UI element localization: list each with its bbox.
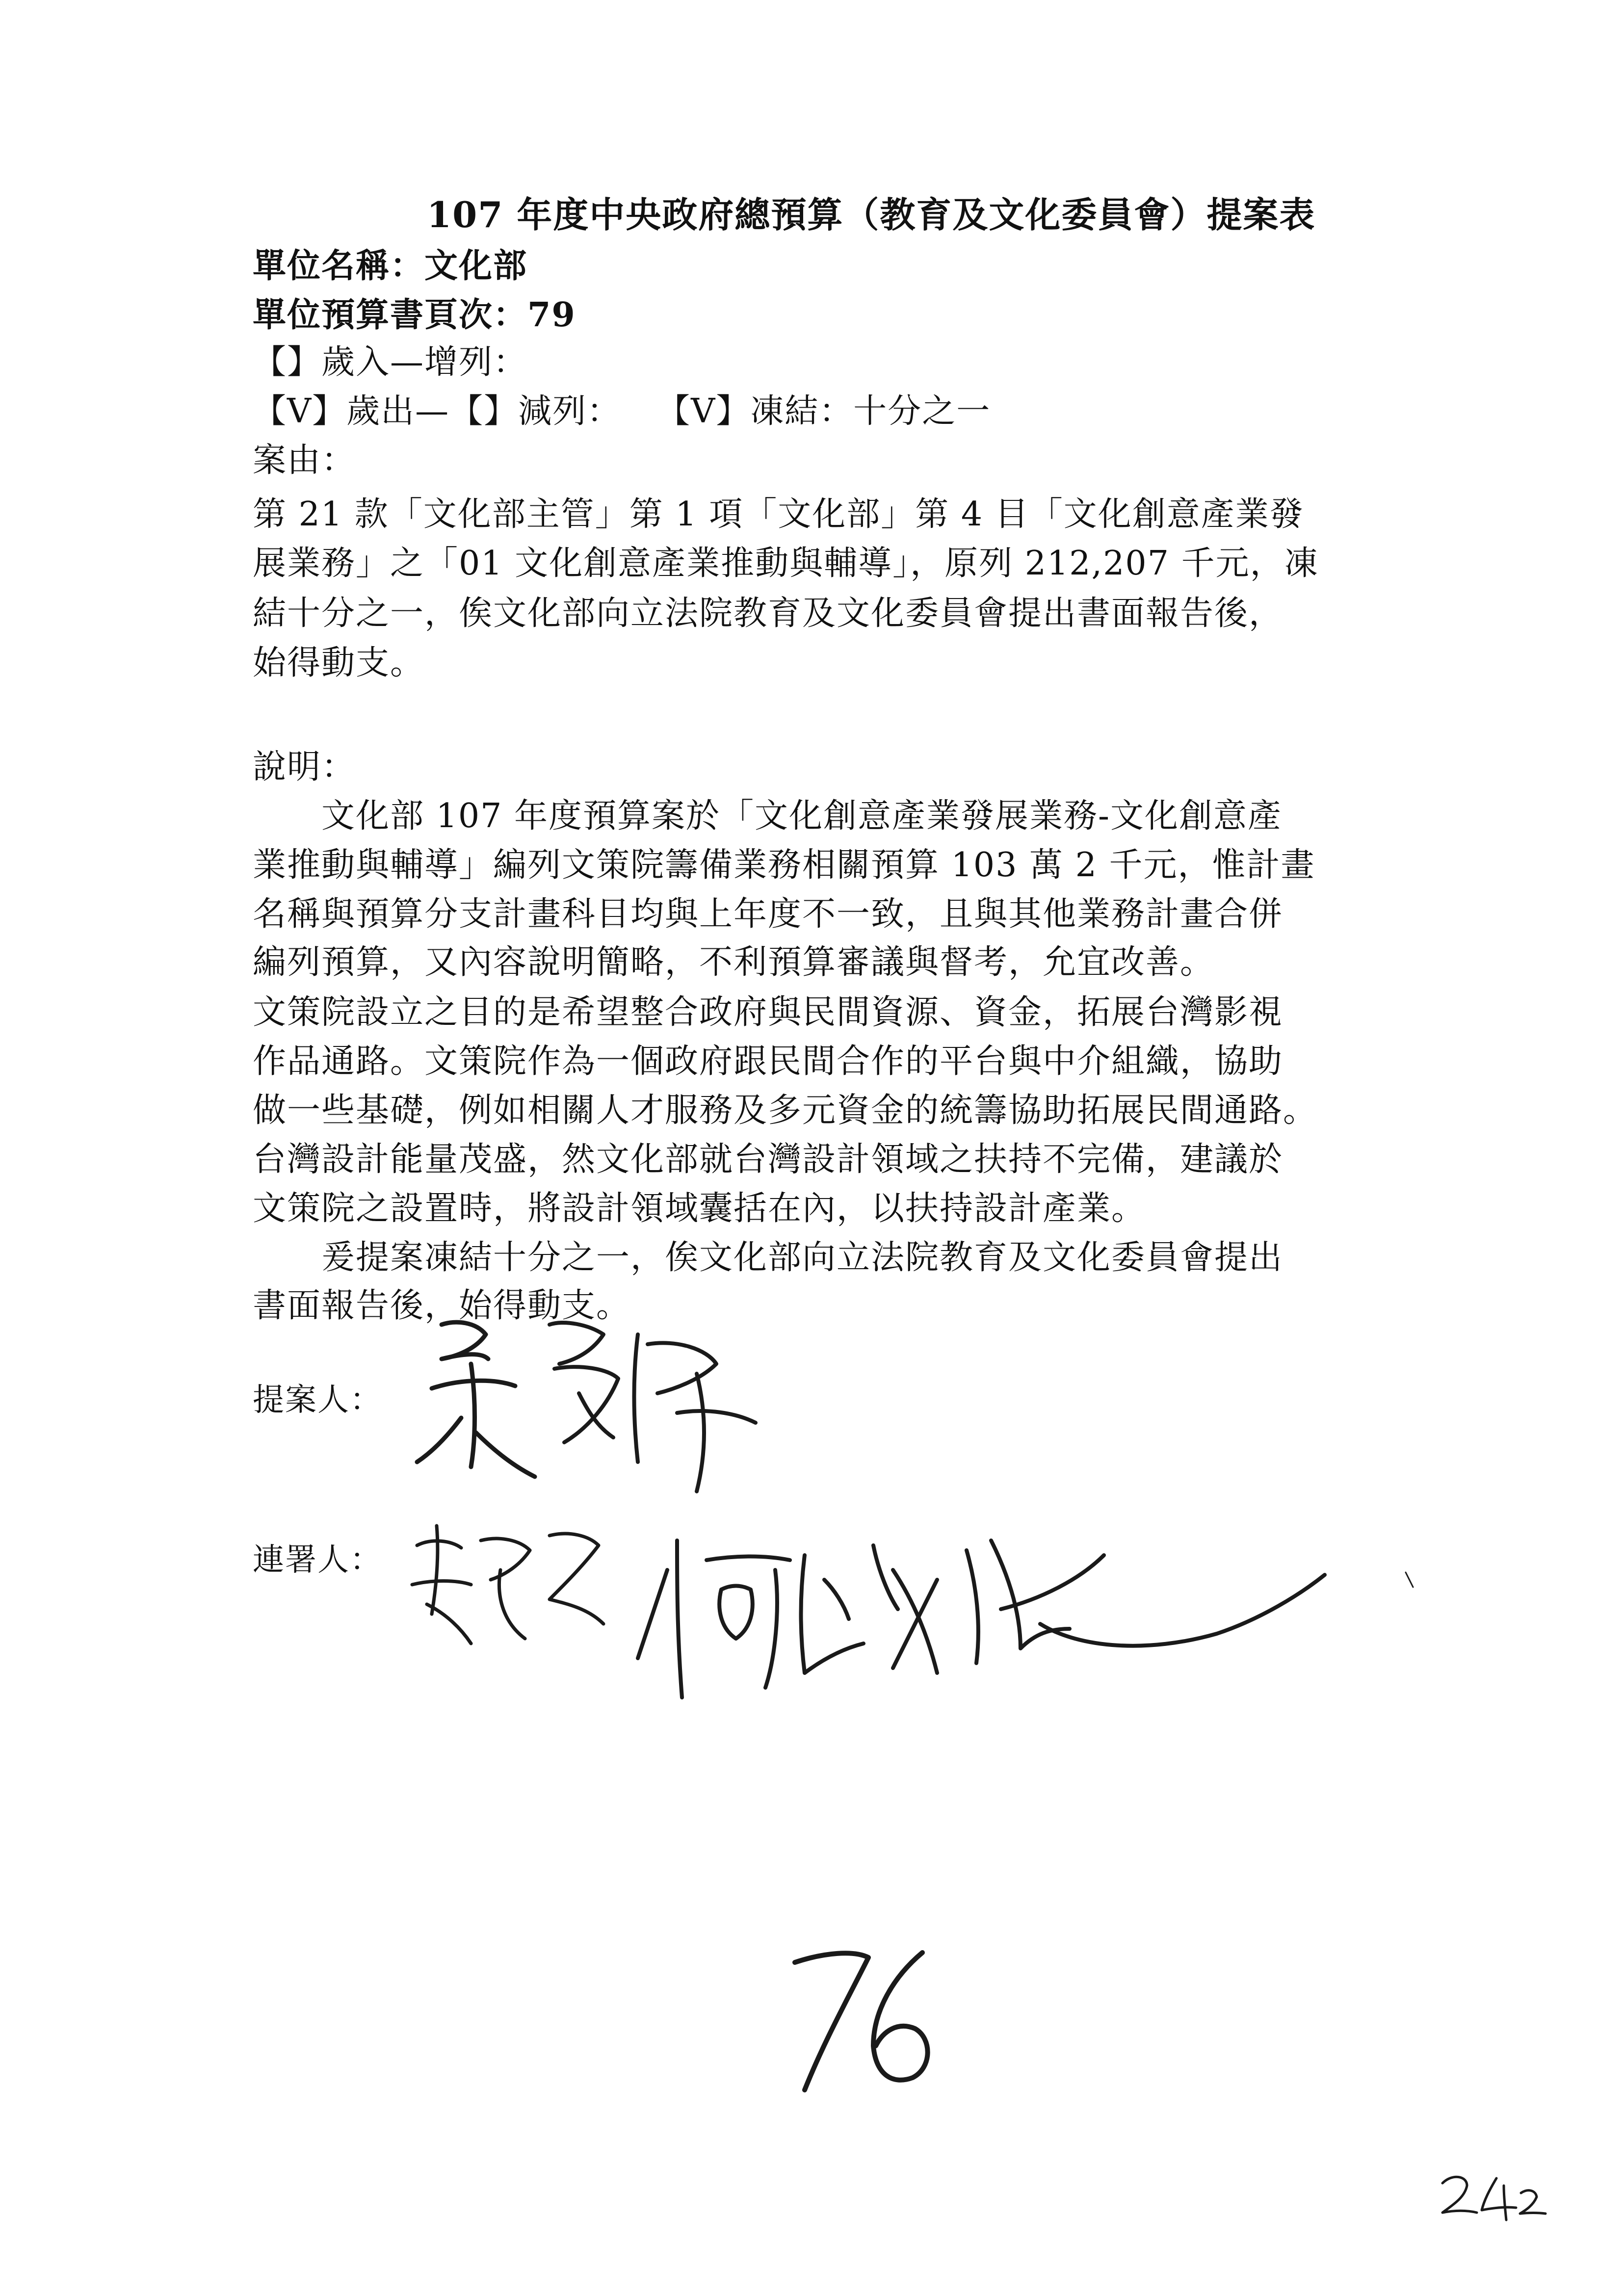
explanation-line-1: 文化部 107 年度預算案於「文化創意產業發展業務-文化創意產 — [253, 797, 1282, 835]
corner-mark — [1433, 2159, 1550, 2227]
explanation-line-4: 編列預算，又內容說明簡略，不利預算審議與督考，允宜改善。 — [253, 943, 1215, 982]
stray-mark — [1403, 1570, 1418, 1590]
case-label: 案由： — [253, 441, 356, 480]
cosigner-signatures — [402, 1511, 1344, 1727]
explanation-line-2: 業推動與輔導」編列文策院籌備業務相關預算 103 萬 2 千元，惟計畫 — [253, 846, 1315, 885]
document-title: 107 年度中央政府總預算（教育及文化委員會）提案表 — [427, 194, 1316, 235]
case-line-1: 第 21 款「文化部主管」第 1 項「文化部」第 4 目「文化創意產業發 — [253, 495, 1304, 534]
cosigner-label: 連署人： — [253, 1542, 382, 1578]
unit-budget-page: 單位預算書頁次：79 — [253, 295, 576, 335]
explanation-line-9: 文策院之設置時，將設計領域囊括在內，以扶持設計產業。 — [253, 1189, 1146, 1228]
explanation-line-5: 文策院設立之目的是希望整合政府與民間資源、資金，拓展台灣影視 — [253, 993, 1283, 1032]
case-line-3: 結十分之一，俟文化部向立法院教育及文化委員會提出書面報告後， — [253, 594, 1283, 633]
explanation-line-3: 名稱與預算分支計畫科目均與上年度不一致，且與其他業務計畫合併 — [253, 895, 1283, 934]
case-line-4: 始得動支。 — [253, 644, 425, 682]
revenue-line: 【】歲入—增列： — [253, 343, 528, 382]
explanation-line-8: 台灣設計能量茂盛，然文化部就台灣設計領域之扶持不完備，建議於 — [253, 1140, 1283, 1179]
explanation-line-11: 書面報告後，始得動支。 — [253, 1286, 631, 1325]
case-line-2: 展業務」之「01 文化創意產業推動與輔導」，原列 212,207 千元，凍 — [253, 544, 1319, 583]
expense-line: 【V】歲出—【】減列： 【V】凍結：十分之一 — [253, 392, 991, 431]
explanation-line-7: 做一些基礎，例如相關人才服務及多元資金的統籌協助拓展民間通路。 — [253, 1091, 1318, 1130]
explanation-line-10: 爰提案凍結十分之一，俟文化部向立法院教育及文化委員會提出 — [253, 1238, 1283, 1277]
proposer-label: 提案人： — [253, 1382, 382, 1418]
handwritten-page-number — [775, 1933, 952, 2110]
explanation-line-6: 作品通路。文策院作為一個政府跟民間合作的平台與中介組織，協助 — [253, 1042, 1283, 1081]
explanation-label: 說明： — [253, 748, 356, 786]
unit-name: 單位名稱：文化部 — [253, 246, 528, 286]
